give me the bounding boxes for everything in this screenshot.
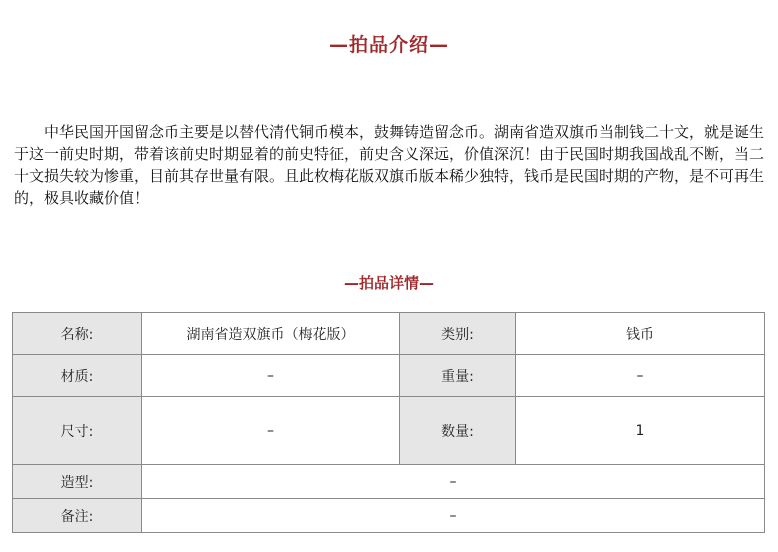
size-value: – xyxy=(142,397,400,465)
category-value: 钱币 xyxy=(516,313,765,355)
category-label: 类别: xyxy=(400,313,516,355)
shape-value: – xyxy=(142,465,765,499)
row-material xyxy=(13,355,765,397)
quantity-value: 1 xyxy=(516,397,765,465)
details-title: —拍品详情— xyxy=(343,274,434,292)
row-shape xyxy=(13,465,765,499)
shape-label: 造型: xyxy=(13,465,142,499)
weight-value: – xyxy=(516,355,765,397)
intro-title: —拍品介绍— xyxy=(328,34,449,56)
remarks-label: 备注: xyxy=(13,499,142,533)
name-label: 名称: xyxy=(13,313,142,355)
material-label: 材质: xyxy=(13,355,142,397)
material-value: – xyxy=(142,355,400,397)
size-label: 尺寸: xyxy=(13,397,142,465)
details-table xyxy=(12,312,765,533)
row-remarks xyxy=(13,499,765,533)
row-name xyxy=(13,313,765,355)
row-size xyxy=(13,397,765,465)
name-value: 湖南省造双旗币（梅花版） xyxy=(142,313,400,355)
weight-label: 重量: xyxy=(400,355,516,397)
remarks-value: – xyxy=(142,499,765,533)
quantity-label: 数量: xyxy=(400,397,516,465)
intro-paragraph: 中华民国开国留念币主要是以替代清代铜币模本，鼓舞铸造留念币。湖南省造双旗币当制钱二十文，就是诞生于这一前史时期，带着该前史时期显着的前史特征，前史含义深远，价值深沉！由于民国时期我国战乱不断，当二十文损失较为惨重，目前其存世量有限。且此枚梅花版双旗币版本稀少独特，钱币是民国时期的产物，是不可再生的，极具收藏价值！ xyxy=(14,123,765,207)
